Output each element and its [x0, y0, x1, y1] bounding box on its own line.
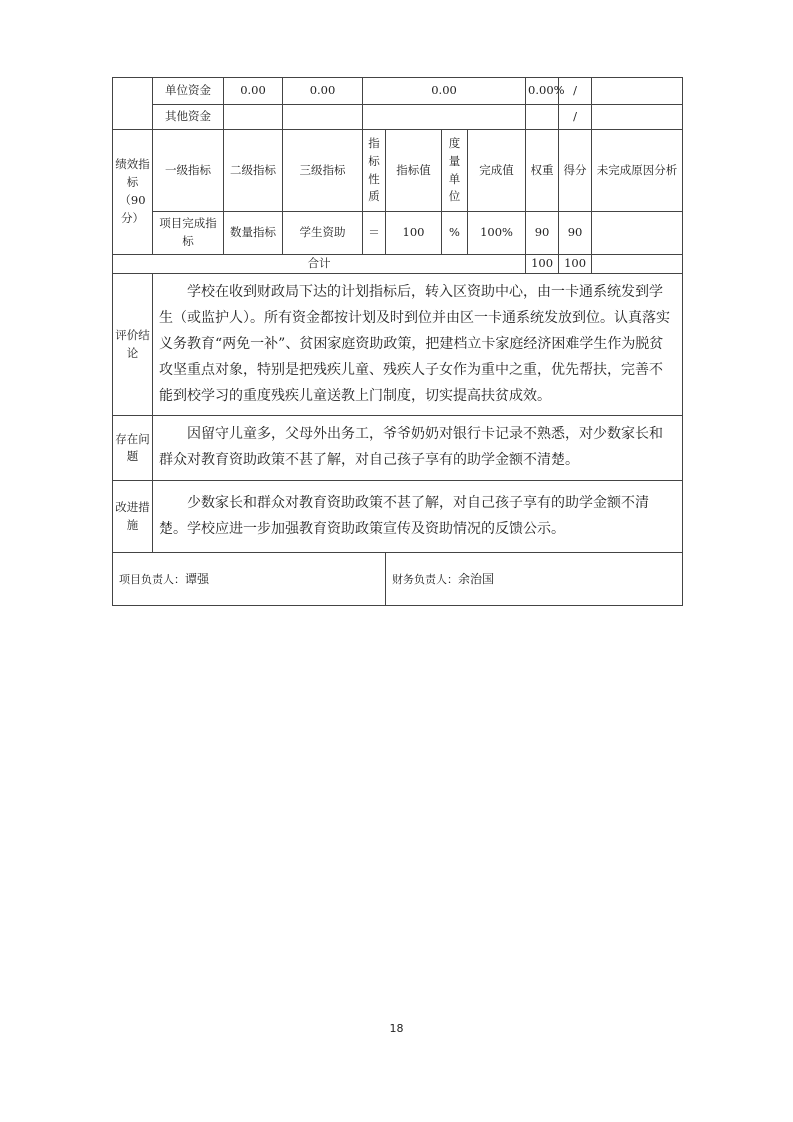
problems-label: 存在问题: [113, 416, 153, 481]
funding-slash: /: [559, 78, 592, 105]
funding-row-other: [113, 105, 683, 130]
header-level1: 一级指标: [153, 130, 224, 212]
cell-nature: ＝: [363, 212, 386, 255]
header-actual: 完成值: [468, 130, 526, 212]
header-target: 指标值: [386, 130, 442, 212]
performance-data-row: [113, 212, 683, 255]
cell-score: 90: [559, 212, 592, 255]
cell-level2: 数量指标: [224, 212, 283, 255]
performance-header-row: [113, 130, 683, 212]
finance-lead-cell: [386, 553, 683, 606]
cell-level1: 项目完成指标: [153, 212, 224, 255]
funding-value: 0.00: [224, 78, 283, 105]
evaluation-text: 学校在收到财政局下达的计划指标后，转入区资助中心，由一卡通系统发到学生（或监护人）。所有资金都按计划及时到位并由区一卡通系统发放到位。认真落实义务教育“两免一补”、贫困家庭资助政策，把建档立卡家庭经济困难学生作为脱贫攻坚重点对象，特别是把残疾儿童、残疾人子女作为重中之重，优先帮扶，完善不能到校学习的重度残疾儿童送教上门制度，切实提高扶贫成效。: [153, 274, 683, 416]
finance-lead-name: 余治国: [458, 571, 495, 586]
performance-evaluation-table: [112, 77, 683, 606]
header-unit: 度量单位: [442, 130, 468, 212]
funding-row-unit: [113, 78, 683, 105]
improvements-label: 改进措施: [113, 481, 153, 553]
cell-weight: 90: [526, 212, 559, 255]
funding-value: 0.00: [363, 78, 526, 105]
improvements-row: [113, 481, 683, 553]
performance-section-label: 绩效指标（90分）: [113, 130, 153, 255]
funding-percent: [526, 105, 559, 130]
funding-value: [224, 105, 283, 130]
project-lead-cell: [113, 553, 386, 606]
header-level3: 三级指标: [283, 130, 363, 212]
header-level2: 二级指标: [224, 130, 283, 212]
cell-level3: 学生资助: [283, 212, 363, 255]
page-number: 18: [389, 1022, 404, 1035]
improvements-text: 少数家长和群众对教育资助政策不甚了解，对自己孩子享有的助学金额不清楚。学校应进一步加强教育资助政策宣传及资助情况的反馈公示。: [153, 481, 683, 553]
funding-slash: /: [559, 105, 592, 130]
cell-reason: [592, 212, 683, 255]
evaluation-label: 评价结论: [113, 274, 153, 416]
total-score: 100: [559, 255, 592, 274]
project-lead-label: 项目负责人：: [119, 572, 185, 586]
total-weight: 100: [526, 255, 559, 274]
project-lead-name: 谭强: [185, 571, 210, 586]
funding-value: [592, 105, 683, 130]
problems-text: 因留守儿童多，父母外出务工，爷爷奶奶对银行卡记录不熟悉，对少数家长和群众对教育资助政策不甚了解，对自己孩子享有的助学金额不清楚。: [153, 416, 683, 481]
signature-row: [113, 553, 683, 606]
funding-percent: 0.00%: [526, 78, 559, 105]
cell-unit: %: [442, 212, 468, 255]
total-row: [113, 255, 683, 274]
funding-value: [592, 78, 683, 105]
header-weight: 权重: [526, 130, 559, 212]
total-reason: [592, 255, 683, 274]
funding-value: 0.00: [283, 78, 363, 105]
funding-label: 其他资金: [153, 105, 224, 130]
evaluation-row: [113, 274, 683, 416]
cell-actual: 100%: [468, 212, 526, 255]
funding-blank-cell: [113, 78, 153, 130]
finance-lead-label: 财务负责人：: [392, 572, 458, 586]
header-score: 得分: [559, 130, 592, 212]
header-reason: 未完成原因分析: [592, 130, 683, 212]
funding-value: [283, 105, 363, 130]
header-nature: 指标性质: [363, 130, 386, 212]
funding-value: [363, 105, 526, 130]
cell-target: 100: [386, 212, 442, 255]
total-label: 合计: [113, 255, 526, 274]
funding-label: 单位资金: [153, 78, 224, 105]
problems-row: [113, 416, 683, 481]
